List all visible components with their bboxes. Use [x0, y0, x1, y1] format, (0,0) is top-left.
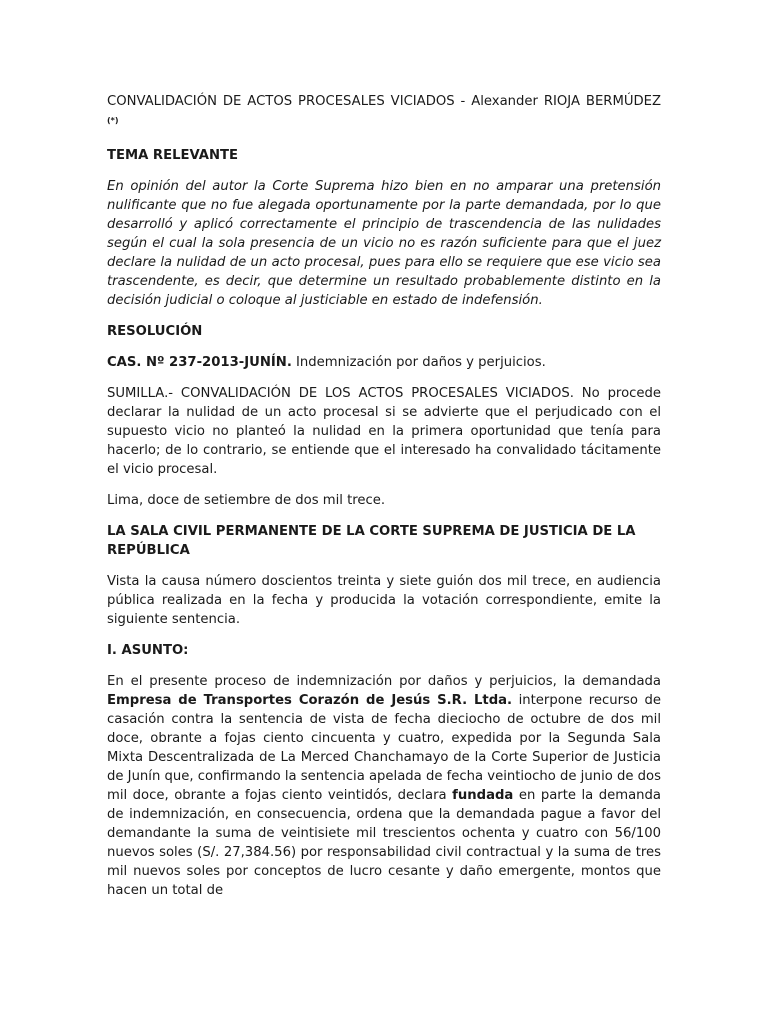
asunto-paragraph [107, 672, 661, 900]
cas-line [107, 353, 661, 372]
document-title [107, 92, 661, 134]
asunto-fundada: fundada [452, 788, 514, 804]
tema-heading: TEMA RELEVANTE [107, 148, 239, 164]
asunto-company: Empresa de Transportes Corazón de Jesús S.R. Ltda. [107, 693, 513, 709]
cas-description: Indemnización por daños y perjuicios. [291, 355, 546, 371]
date-line: Lima, doce de setiembre de dos mil trece. [107, 493, 386, 509]
asunto-text-1: En el presente proceso de indemnización por daños y perjuicios, la demandada [107, 674, 661, 690]
vista-paragraph: Vista la causa número doscientos treinta y siete guión dos mil trece, en audiencia pública realizada en la fecha y producida la votación correspondiente, emite la siguiente sentencia. [107, 574, 661, 628]
title-footnote-mark: (*) [107, 116, 119, 125]
asunto-text-2: interpone recurso de casación contra la sentencia de vista de fecha dieciocho de octubre de dos mil doce, obrante a fojas ciento cincuenta y cuatro, expedida por la Segunda Sala Mixta Descentralizada de La Merced Chanchamayo de la Corte Superior de Justicia de Junín que, confirmando la sentencia apelada de fecha veintiocho de junio de dos mil doce, obrante a fojas ciento veintidós, declara [107, 693, 661, 804]
resolucion-heading: RESOLUCIÓN [107, 324, 203, 340]
tema-paragraph: En opinión del autor la Corte Suprema hizo bien en no amparar una pretensión nulificante que no fue alegada oportunamente por la parte demandada, por lo que desarrolló y aplicó correctamente el principio de trascendencia de las nulidades según el cual la sola presencia de un vicio no es razón suficiente para que el juez declare la nulidad de un acto procesal, pues para ello se requiere que ese vicio sea trascendente, es decir, que determine un resultado probablemente distinto en la decisión judicial o coloque al justiciable en estado de indefensión. [107, 179, 661, 309]
asunto-text-3: en parte la demanda de indemnización, en consecuencia, ordena que la demandada pague a favor del demandante la suma de veintisiete mil trescientos ochenta y cuatro con 56/100 nuevos soles (S/. 27,384.56) por responsabilidad civil contractual y la suma de tres mil nuevos soles por conceptos de lucro cesante y daño emergente, montos que hacen un total de [107, 788, 661, 899]
sala-heading: LA SALA CIVIL PERMANENTE DE LA CORTE SUPREMA DE JUSTICIA DE LA REPÚBLICA [107, 524, 636, 559]
cas-number: CAS. Nº 237-2013-JUNÍN. [107, 355, 292, 371]
asunto-heading: I. ASUNTO: [107, 643, 189, 659]
title-text: CONVALIDACIÓN DE ACTOS PROCESALES VICIADOS - Alexander RIOJA BERMÚDEZ [107, 94, 661, 109]
sumilla-paragraph: SUMILLA.- CONVALIDACIÓN DE LOS ACTOS PROCESALES VICIADOS. No procede declarar la nulidad de un acto procesal si se advierte que el perjudicado con el supuesto vicio no planteó la nulidad en la primera oportunidad que tenía para hacerlo; de lo contrario, se entiende que el interesado ha convalidado tácitamente el vicio procesal. [107, 386, 661, 478]
document-page [107, 92, 661, 912]
